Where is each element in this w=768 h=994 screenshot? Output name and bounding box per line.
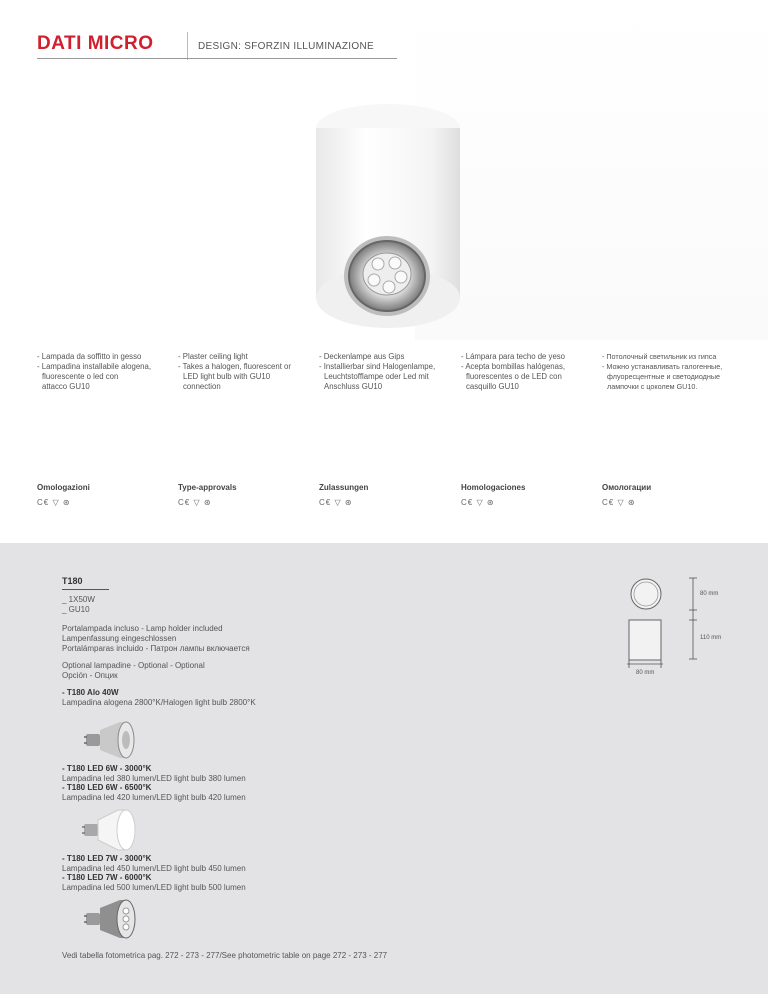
homologation-label-it: Omologazioni (37, 483, 90, 492)
holder-line: Portalámparas incluido - Патрон лампы включается (62, 644, 250, 653)
designer-label: DESIGN: SFORZIN ILLUMINAZIONE (198, 41, 374, 52)
certification-marks: C€ ▽ ⊛ (37, 498, 71, 507)
dimension-drawing (615, 573, 705, 683)
title-underline (37, 58, 397, 59)
description-es: - Lámpara para techo de yeso - Acepta bombillas halógenas, fluorescentes o de LED con casquillo GU10 (461, 352, 566, 391)
bulb-name: - T180 LED 6W - 6500°K (62, 783, 152, 792)
homologation-label-es: Homologaciones (461, 483, 526, 492)
holder-line: Portalampada incluso - Lamp holder included (62, 624, 223, 633)
photometric-note: Vedi tabella fotometrica pag. 272 - 273 - 277/See photometric table on page 272 - 273 - 277 (62, 951, 388, 960)
optional-line: Optional lampadine - Optional - Optional (62, 661, 205, 670)
product-photo (315, 96, 461, 336)
bulb-description: Lampadina led 500 lumen/LED light bulb 500 lumen (62, 883, 246, 892)
halogen-bulb-icon (82, 720, 138, 760)
description-en: - Plaster ceiling light - Takes a halogen, fluorescent or LED light bulb with GU10 connection (178, 352, 291, 391)
spec-socket: _ GU10 (62, 605, 90, 614)
led-spot-bulb-icon (82, 898, 138, 940)
bulb-name: - T180 Alo 40W (62, 688, 119, 697)
dimension-height: 110 mm (700, 635, 722, 641)
page-title: DATI MICRO (37, 33, 154, 54)
bulb-name: - T180 LED 6W - 3000°K (62, 764, 152, 773)
homologation-label-de: Zulassungen (319, 483, 369, 492)
led-bulb-icon (80, 808, 138, 852)
dimension-width: 80 mm (636, 670, 655, 676)
model-code: T180 (62, 576, 83, 586)
homologation-label-ru: Омологации (602, 483, 652, 492)
bulb-description: Lampadina led 450 lumen/LED light bulb 450 lumen (62, 864, 246, 873)
bulb-name: - T180 LED 7W - 3000°K (62, 854, 152, 863)
title-divider (187, 32, 188, 60)
homologation-label-en: Type-approvals (178, 483, 237, 492)
bulb-description: Lampadina led 380 lumen/LED light bulb 380 lumen (62, 774, 246, 783)
photo-background (415, 0, 768, 340)
model-underline (62, 589, 109, 590)
bulb-description: Lampadina led 420 lumen/LED light bulb 420 lumen (62, 793, 246, 802)
description-de: - Deckenlampe aus Gips - Installierbar sind Halogenlampe, Leuchtstofflampe oder Led mit Anschluss GU10 (319, 352, 436, 391)
certification-marks: C€ ▽ ⊛ (178, 498, 212, 507)
holder-line: Lampenfassung eingeschlossen (62, 634, 177, 643)
dimension-diameter: 80 mm (700, 591, 719, 597)
certification-marks: C€ ▽ ⊛ (461, 498, 495, 507)
description-it: - Lampada da soffitto in gesso - Lampadina installabile alogena, fluorescente o led con attacco GU10 (37, 352, 151, 391)
description-ru: - Потолочный светильник из гипса - Можно устанавливать галогенные, флуоресцентные и светодиодные лампочки с цоколем GU10. (602, 352, 723, 391)
optional-line: Opción - Опцик (62, 671, 118, 680)
bulb-description: Lampadina alogena 2800°K/Halogen light bulb 2800°K (62, 698, 256, 707)
bulb-name: - T180 LED 7W - 6000°K (62, 873, 152, 882)
spec-wattage: _ 1X50W (62, 595, 95, 604)
certification-marks: C€ ▽ ⊛ (319, 498, 353, 507)
certification-marks: C€ ▽ ⊛ (602, 498, 636, 507)
